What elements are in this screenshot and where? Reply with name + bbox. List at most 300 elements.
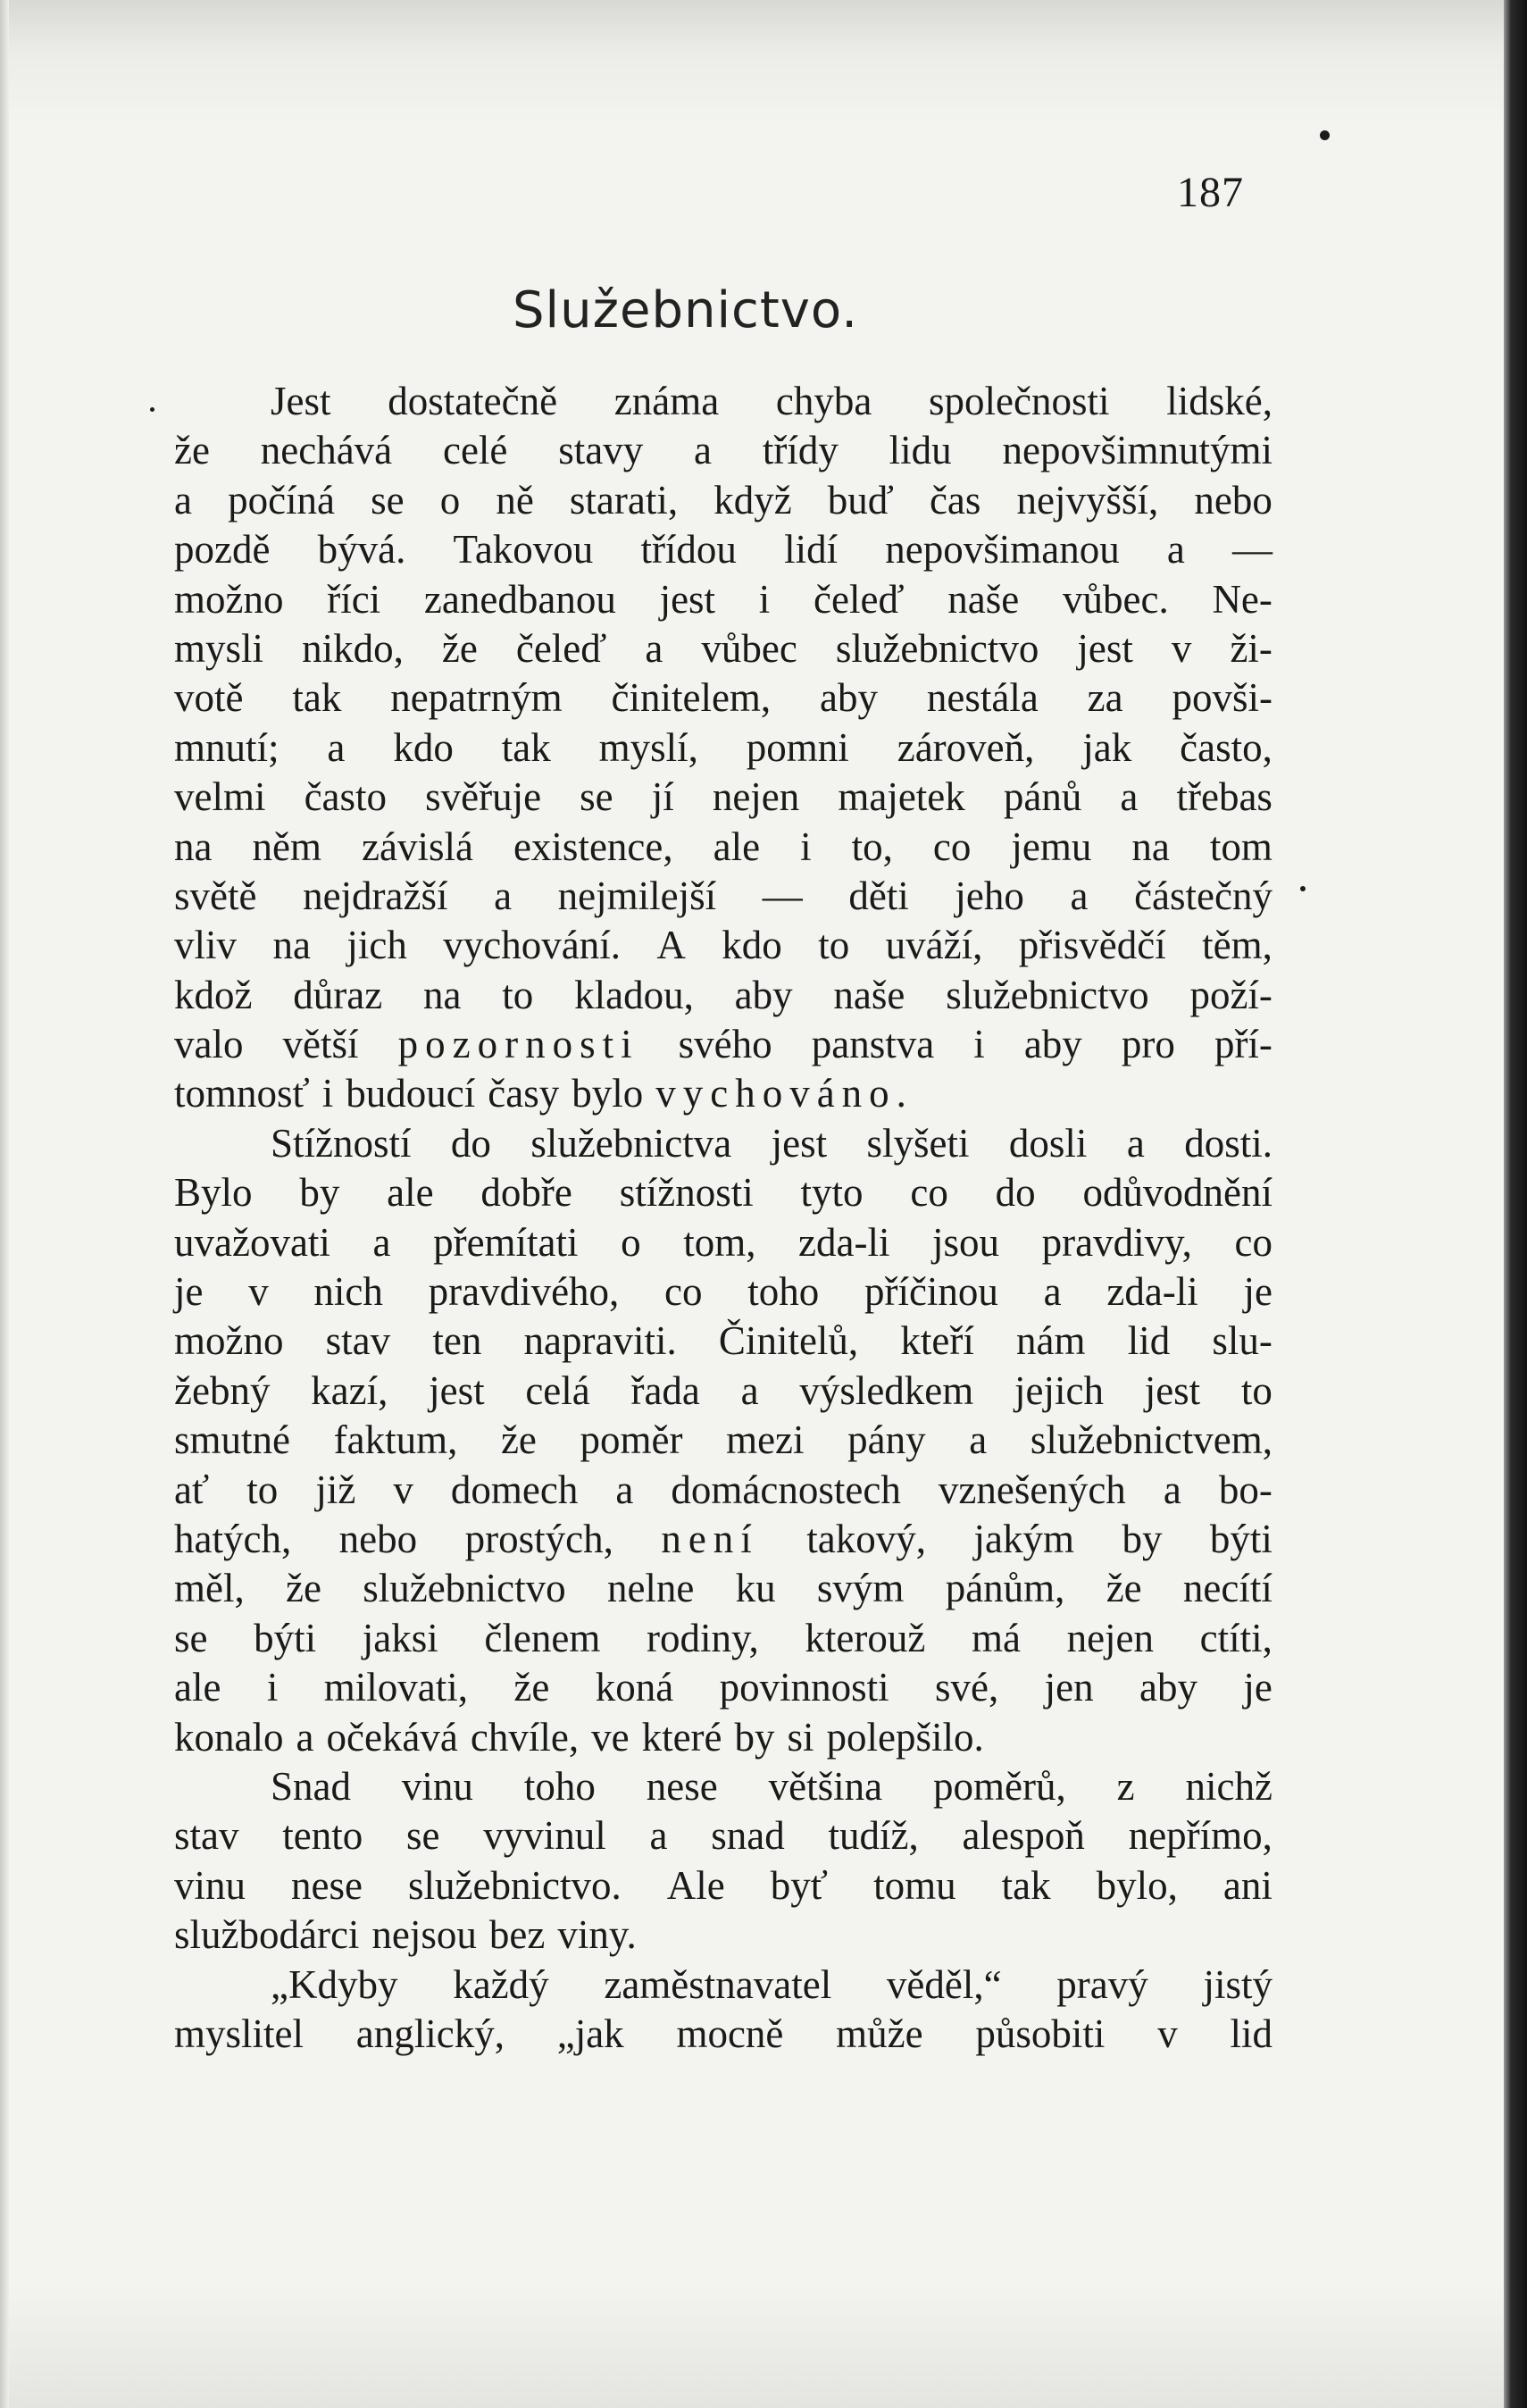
word: snad xyxy=(711,1813,785,1859)
text-line xyxy=(174,575,1272,624)
word: nestála xyxy=(926,675,1039,721)
word: celé xyxy=(442,428,508,473)
word: svěřuje xyxy=(425,774,542,820)
text-line xyxy=(174,426,1272,475)
word: výsledkem xyxy=(799,1367,974,1413)
text-line xyxy=(174,1861,1272,1911)
word: čeleď xyxy=(515,625,607,671)
word: čas xyxy=(929,477,981,523)
word: rodiny, xyxy=(646,1615,759,1660)
word: čeleď xyxy=(814,576,905,622)
word: jest xyxy=(659,576,716,622)
word: pozdě xyxy=(174,527,271,573)
word: vychování. xyxy=(443,923,621,968)
word: tak xyxy=(501,724,551,770)
word: za xyxy=(1087,675,1123,721)
word: říci xyxy=(327,576,381,622)
word: jich xyxy=(346,923,407,968)
word: starati, xyxy=(569,477,679,523)
word: milovati, xyxy=(323,1665,468,1710)
word: očekává xyxy=(326,1714,458,1760)
text-line xyxy=(174,1367,1272,1416)
word: bylo, xyxy=(1096,1862,1178,1908)
word: je xyxy=(174,1269,204,1315)
word: nepatrným xyxy=(390,675,563,721)
word: A xyxy=(656,923,686,968)
word: pánů xyxy=(1003,774,1082,820)
text-line xyxy=(174,1762,1272,1811)
body-text xyxy=(174,377,1272,2059)
word: do xyxy=(995,1170,1036,1216)
word: závislá xyxy=(362,824,473,869)
text-line xyxy=(174,971,1272,1020)
word: tak xyxy=(292,675,342,721)
word: nechává xyxy=(260,428,393,473)
word: a xyxy=(649,1813,668,1859)
word: v xyxy=(393,1467,413,1512)
word: vznešených xyxy=(938,1467,1126,1512)
word: a xyxy=(1166,527,1185,573)
word: které xyxy=(641,1714,722,1760)
word: aby xyxy=(1023,1022,1082,1067)
text-line xyxy=(174,476,1272,525)
word: často, xyxy=(1180,724,1272,770)
word: dosti. xyxy=(1184,1120,1272,1166)
word: na xyxy=(174,824,213,869)
word: uvažovati xyxy=(174,1219,330,1265)
word: má xyxy=(971,1615,1021,1660)
word: vliv xyxy=(174,923,238,968)
word: ctíti, xyxy=(1199,1615,1272,1660)
word: domácnostech xyxy=(671,1467,901,1512)
word: stavy xyxy=(558,428,644,473)
word: ale xyxy=(387,1170,434,1216)
word: do xyxy=(450,1120,491,1166)
text-line xyxy=(174,1564,1272,1613)
word: votě xyxy=(174,675,244,721)
word: a xyxy=(296,1714,314,1760)
word: většina xyxy=(768,1763,883,1809)
word: co xyxy=(910,1170,948,1216)
word: společnosti xyxy=(929,379,1110,423)
word: nikdo, xyxy=(302,625,404,671)
word: stav xyxy=(325,1318,391,1364)
word: jsou xyxy=(932,1219,1000,1265)
word: si xyxy=(787,1714,814,1760)
word: členem xyxy=(484,1615,601,1660)
word: povši- xyxy=(1172,675,1272,721)
word: nejen xyxy=(1066,1615,1155,1660)
word: mysli xyxy=(174,625,264,671)
word: dostatečně xyxy=(388,379,558,423)
word: se xyxy=(405,1813,440,1859)
text-line xyxy=(174,1317,1272,1366)
word: stav xyxy=(174,1813,239,1859)
word: věděl,“ xyxy=(886,1961,1002,2007)
word: by xyxy=(1122,1516,1163,1561)
word: to xyxy=(246,1467,279,1512)
word: pravdivého, xyxy=(428,1269,620,1315)
word: pánům, xyxy=(945,1566,1065,1611)
word: velmi xyxy=(174,774,266,820)
word: i xyxy=(800,824,812,869)
word: příčinou xyxy=(864,1269,998,1315)
word: když xyxy=(713,477,792,523)
word: a xyxy=(372,1219,391,1265)
word: o xyxy=(621,1219,641,1265)
word: jak xyxy=(1082,724,1132,770)
text-line xyxy=(174,624,1272,673)
word: děti xyxy=(848,873,909,918)
word: anglický, xyxy=(355,2011,505,2056)
word: ale xyxy=(713,824,761,869)
word: nepovšimanou xyxy=(885,527,1120,573)
word: pány xyxy=(847,1417,926,1463)
word: a xyxy=(645,625,663,671)
word: chvíle, xyxy=(470,1714,580,1760)
word: časy xyxy=(488,1071,560,1116)
word: co xyxy=(932,824,972,869)
word: měl, xyxy=(174,1566,245,1611)
word: co xyxy=(1234,1219,1272,1265)
word: a xyxy=(969,1417,988,1463)
word: aby xyxy=(734,972,793,1017)
word: je xyxy=(1243,1269,1272,1315)
ink-speck xyxy=(1320,130,1330,140)
word: služebnictvo. xyxy=(408,1862,622,1908)
word: slu- xyxy=(1212,1318,1272,1364)
word: bývá. xyxy=(317,527,406,573)
word: počíná xyxy=(228,477,336,523)
word: a xyxy=(1126,1120,1145,1166)
word: možno xyxy=(174,576,284,622)
text-line xyxy=(174,2010,1272,2059)
word: pravdivy, xyxy=(1041,1219,1192,1265)
word: vůbec. xyxy=(1063,576,1169,622)
word: a xyxy=(1163,1467,1181,1512)
word: že xyxy=(513,1665,550,1710)
word: svým xyxy=(816,1566,905,1611)
word: bo- xyxy=(1218,1467,1272,1512)
word: lid xyxy=(1127,1318,1171,1364)
text-line xyxy=(174,1119,1272,1168)
word: jest xyxy=(1144,1367,1201,1413)
text-line xyxy=(174,1961,1272,2010)
word: a xyxy=(494,873,513,918)
word: tomu xyxy=(873,1862,956,1908)
word: vychováno. xyxy=(655,1071,914,1116)
word: na xyxy=(1131,824,1170,869)
word: nebo xyxy=(338,1516,418,1561)
word: toho xyxy=(523,1763,596,1809)
word: že xyxy=(286,1566,321,1611)
word: přemítati xyxy=(433,1219,579,1265)
word: panstva xyxy=(811,1022,935,1067)
word: světě xyxy=(174,873,257,918)
word: Takovou xyxy=(453,527,594,573)
word: toho xyxy=(747,1269,820,1315)
ink-speck xyxy=(150,407,154,412)
word: zda-li xyxy=(798,1219,890,1265)
word: tudíž, xyxy=(828,1813,919,1859)
word: lidí xyxy=(784,527,839,573)
word: že xyxy=(500,1417,537,1463)
word: tom, xyxy=(683,1219,756,1265)
word: býti xyxy=(254,1615,317,1660)
word: nichž xyxy=(1185,1763,1272,1809)
word: a xyxy=(1120,774,1139,820)
word: jakým xyxy=(973,1516,1074,1561)
text-line xyxy=(174,1515,1272,1564)
word: služebnictvo xyxy=(946,972,1149,1017)
word: na xyxy=(272,923,311,968)
word: jest xyxy=(429,1367,485,1413)
word: necítí xyxy=(1182,1566,1272,1611)
word: a xyxy=(694,428,713,473)
word: i xyxy=(758,576,771,622)
word: nebo xyxy=(1194,477,1272,523)
word: nese xyxy=(646,1763,718,1809)
word: jeho xyxy=(955,873,1024,918)
word: pro xyxy=(1121,1022,1175,1067)
word: i xyxy=(266,1665,279,1710)
word: domech xyxy=(450,1467,579,1512)
text-line xyxy=(174,1466,1272,1515)
word: nese xyxy=(291,1862,363,1908)
word: to xyxy=(1240,1367,1272,1413)
word: třebas xyxy=(1176,774,1272,820)
word: mezi xyxy=(726,1417,805,1463)
word: chyba xyxy=(775,379,872,423)
text-line xyxy=(174,1267,1272,1317)
word: kterouž xyxy=(805,1615,926,1660)
word: z xyxy=(1116,1763,1135,1809)
word: alespoň xyxy=(962,1813,1085,1859)
word: se xyxy=(371,477,405,523)
word: zanedbanou xyxy=(423,576,616,622)
text-line xyxy=(174,1713,1272,1762)
text-line xyxy=(174,1614,1272,1663)
word: svého xyxy=(678,1022,772,1067)
word: ve xyxy=(591,1714,630,1760)
word: kdo xyxy=(393,724,454,770)
word: poměr xyxy=(580,1417,683,1463)
word: to xyxy=(502,972,534,1017)
word: lidské, xyxy=(1166,379,1272,423)
word: kteří xyxy=(900,1318,974,1364)
word: uváží, xyxy=(885,923,983,968)
word: myslitel xyxy=(174,2011,304,2056)
word: a xyxy=(1043,1269,1062,1315)
word: působiti xyxy=(975,2011,1106,2056)
word: důraz xyxy=(293,972,383,1017)
word: něm xyxy=(252,824,321,869)
word: nejsou xyxy=(371,1912,477,1958)
word: vyvinul xyxy=(483,1813,606,1859)
word: ale xyxy=(174,1665,221,1710)
word: — xyxy=(1231,527,1272,573)
word: ani xyxy=(1222,1862,1272,1908)
word: takový, xyxy=(806,1516,927,1561)
word: nepovšimnutými xyxy=(1002,428,1272,473)
word: naše xyxy=(833,972,905,1017)
word: vůbec xyxy=(701,625,797,671)
word: nejdražší xyxy=(303,873,448,918)
word: nám xyxy=(1016,1318,1086,1364)
word: „jak xyxy=(556,2011,624,2056)
word: viny. xyxy=(557,1912,637,1958)
text-line xyxy=(174,1811,1272,1860)
word: v xyxy=(1157,2011,1178,2056)
word: by xyxy=(734,1714,775,1760)
word: faktum, xyxy=(333,1417,458,1463)
word: mnutí; xyxy=(174,724,280,770)
word: by xyxy=(299,1170,340,1216)
text-line xyxy=(174,1218,1272,1267)
word: zda-li xyxy=(1106,1269,1198,1315)
word: aby xyxy=(820,675,879,721)
word: jejich xyxy=(1014,1367,1104,1413)
word: Jest xyxy=(271,379,331,423)
chapter-title: Služebnictvo. xyxy=(513,281,859,339)
word: existence, xyxy=(513,824,673,869)
text-line xyxy=(174,921,1272,970)
word: jen xyxy=(1044,1665,1094,1710)
page-left-edge xyxy=(0,0,9,2408)
word: své, xyxy=(935,1665,999,1710)
word: každý xyxy=(453,1961,549,2007)
word: mocně xyxy=(676,2011,784,2056)
word: Bylo xyxy=(174,1170,253,1216)
word: a xyxy=(1070,873,1089,918)
word: kazí, xyxy=(311,1367,388,1413)
word: těm, xyxy=(1202,923,1272,968)
word: jest xyxy=(771,1120,828,1166)
scan-dark-border xyxy=(1504,0,1527,2408)
word: dobře xyxy=(480,1170,572,1216)
text-line xyxy=(174,872,1272,921)
word: nejvyšší, xyxy=(1016,477,1159,523)
word: kdo xyxy=(722,923,782,968)
text-line xyxy=(174,673,1272,723)
word: řada xyxy=(630,1367,700,1413)
word: naše xyxy=(947,576,1020,622)
word: zaměstnavatel xyxy=(604,1961,832,2007)
word: v xyxy=(248,1269,269,1315)
word: i xyxy=(321,1071,334,1116)
word: Ale xyxy=(666,1862,725,1908)
word: majetek xyxy=(838,774,965,820)
word: jistý xyxy=(1203,1961,1272,2007)
word: se xyxy=(174,1615,208,1660)
word: možno xyxy=(174,1318,284,1364)
word: a xyxy=(327,724,346,770)
word: slyšeti xyxy=(866,1120,970,1166)
word: poměrů, xyxy=(933,1763,1066,1809)
word: celá xyxy=(525,1367,590,1413)
word: dosli xyxy=(1008,1120,1088,1166)
word: nepřímo, xyxy=(1128,1813,1272,1859)
word: že xyxy=(1106,1566,1142,1611)
word: kladou, xyxy=(574,972,694,1017)
word: žebný xyxy=(174,1367,271,1413)
word: je xyxy=(1243,1665,1272,1710)
word: na xyxy=(423,972,462,1017)
word: pozornosti xyxy=(397,1022,639,1067)
word: služebnictva xyxy=(530,1120,732,1166)
word: i xyxy=(973,1022,985,1067)
word: službodárci xyxy=(174,1912,360,1958)
word: a xyxy=(740,1367,759,1413)
word: a xyxy=(174,477,192,523)
word: poží- xyxy=(1189,972,1272,1017)
word: povinnosti xyxy=(719,1665,889,1710)
word: tak xyxy=(1001,1862,1051,1908)
word: lidu xyxy=(889,428,952,473)
word: nich xyxy=(313,1269,383,1315)
word: myslí, xyxy=(598,724,698,770)
word: částečný xyxy=(1134,873,1272,918)
word: býti xyxy=(1209,1516,1272,1561)
word: napraviti. xyxy=(523,1318,677,1364)
word: to xyxy=(818,923,850,968)
word: bez xyxy=(488,1912,546,1958)
word: služebnictvo xyxy=(363,1566,566,1611)
word: činitelem, xyxy=(611,675,772,721)
word: v xyxy=(1171,625,1192,671)
word: prostých, xyxy=(464,1516,613,1561)
text-line xyxy=(174,1663,1272,1712)
word: ku xyxy=(735,1566,776,1611)
word: buď xyxy=(827,477,894,523)
word: lid xyxy=(1230,2011,1272,2056)
word: ně xyxy=(496,477,534,523)
page-number: 187 xyxy=(1177,169,1244,216)
word: zároveň, xyxy=(897,724,1035,770)
word: ži- xyxy=(1230,625,1272,671)
word: ať xyxy=(174,1467,210,1512)
text-line xyxy=(174,823,1272,872)
word: „Kdyby xyxy=(271,1961,398,2007)
word: odůvodnění xyxy=(1082,1170,1272,1216)
word: byť xyxy=(770,1862,829,1908)
text-line xyxy=(174,525,1272,574)
word: konalo xyxy=(174,1714,284,1760)
word: co xyxy=(664,1269,703,1315)
word: přisvědčí xyxy=(1018,923,1166,968)
word: nejmilejší xyxy=(557,873,717,918)
text-line xyxy=(174,1069,1272,1118)
word: tomnosť xyxy=(174,1071,310,1116)
word: může xyxy=(836,2011,923,2056)
word: vinu xyxy=(174,1862,246,1908)
word: kdož xyxy=(174,972,253,1017)
word: jaksi xyxy=(362,1615,438,1660)
word: tyto xyxy=(800,1170,864,1216)
text-line xyxy=(174,723,1272,773)
word: stížnosti xyxy=(619,1170,754,1216)
word: pomni xyxy=(746,724,849,770)
word: nejen xyxy=(712,774,800,820)
word: tom xyxy=(1209,824,1272,869)
word: Stížností xyxy=(271,1120,412,1166)
word: budoucí xyxy=(346,1071,476,1116)
word: Snad xyxy=(271,1763,351,1809)
word: Činitelů, xyxy=(718,1318,859,1364)
word: nelne xyxy=(606,1566,695,1611)
text-line xyxy=(174,1416,1272,1465)
word: často xyxy=(304,774,388,820)
